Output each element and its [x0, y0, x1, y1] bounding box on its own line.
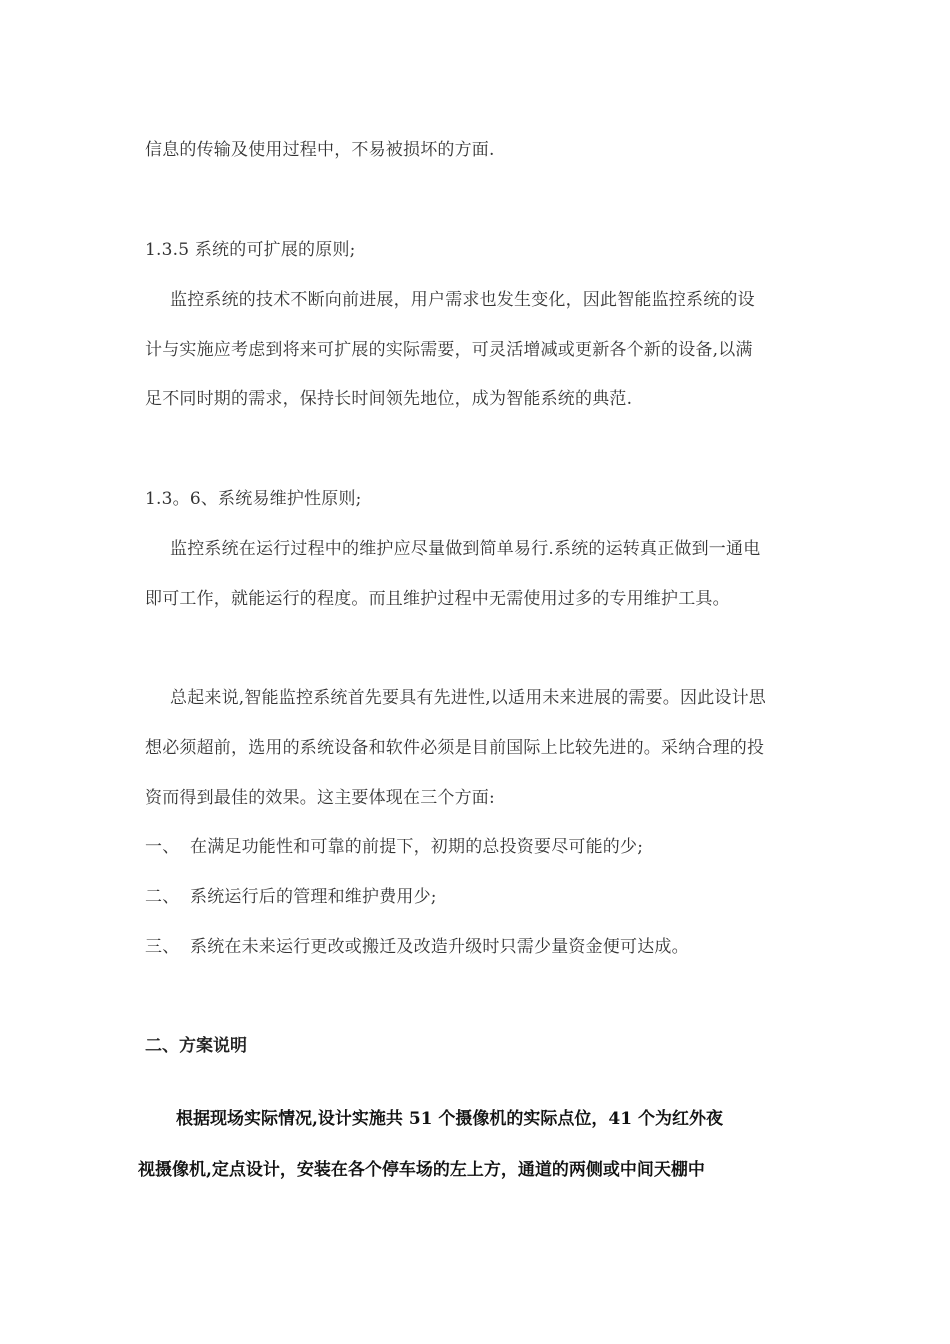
- paragraph-line: 足不同时期的需求，保持长时间领先地位，成为智能系统的典范.: [145, 389, 633, 409]
- section-heading-1-3-5: 1.3.5 系统的可扩展的原则;: [145, 240, 356, 260]
- list-item: [145, 935, 890, 959]
- list-number: 三、: [145, 937, 180, 957]
- list-item: [145, 885, 890, 909]
- paragraph-line: 计与实施应考虑到将来可扩展的实际需要，可灵活增减或更新各个新的设备,以满: [145, 340, 753, 360]
- paragraph-line: 信息的传输及使用过程中，不易被损坏的方面.: [145, 140, 495, 160]
- list-text: 系统运行后的管理和维护费用少;: [190, 887, 437, 907]
- section-heading-2: 二、方案说明: [145, 1036, 247, 1056]
- list-item: [145, 835, 890, 859]
- paragraph-line: 监控系统的技术不断向前进展，用户需求也发生变化，因此智能监控系统的设: [170, 290, 755, 310]
- paragraph-line: 总起来说,智能监控系统首先要具有先进性,以适用未来进展的需要。因此设计思: [170, 688, 767, 708]
- list-text: 系统在未来运行更改或搬迁及改造升级时只需少量资金便可达成。: [190, 937, 689, 957]
- paragraph-line: 资而得到最佳的效果。这主要体现在三个方面:: [145, 788, 495, 808]
- paragraph-line: 根据现场实际情况,设计实施共 51 个摄像机的实际点位，41 个为红外夜: [176, 1109, 723, 1129]
- paragraph-line: 想必须超前，选用的系统设备和软件必须是目前国际上比较先进的。采纳合理的投: [145, 738, 765, 758]
- list-number: 一、: [145, 837, 180, 857]
- section-heading-1-3-6: 1.3。6、系统易维护性原则;: [145, 489, 362, 509]
- list-number: 二、: [145, 887, 180, 907]
- paragraph-line: 监控系统在运行过程中的维护应尽量做到简单易行.系统的运转真正做到一通电: [170, 539, 761, 559]
- paragraph-line: 视摄像机,定点设计，安装在各个停车场的左上方，通道的两侧或中间天棚中: [138, 1160, 705, 1180]
- paragraph-line: 即可工作，就能运行的程度。而且维护过程中无需使用过多的专用维护工具。: [145, 589, 730, 609]
- list-text: 在满足功能性和可靠的前提下，初期的总投资要尽可能的少;: [190, 837, 644, 857]
